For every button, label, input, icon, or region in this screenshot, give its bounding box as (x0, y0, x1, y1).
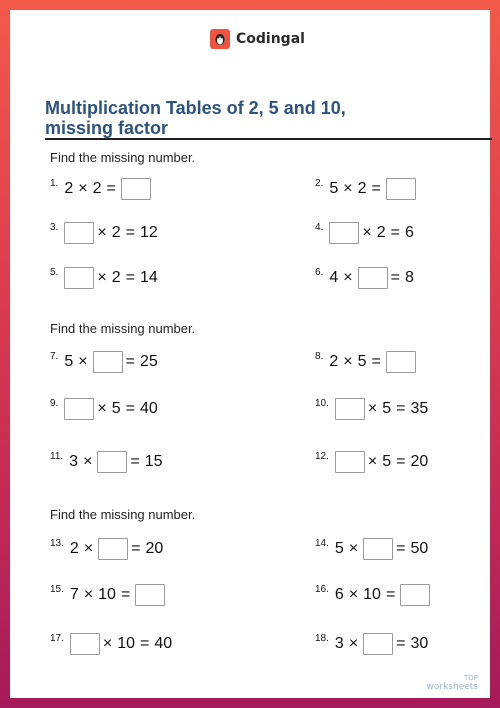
problem-item (315, 583, 433, 607)
problem-item (50, 397, 163, 421)
problem-item (50, 450, 168, 474)
problem-item (50, 177, 154, 201)
problem-term: × (343, 180, 353, 197)
answer-box[interactable] (400, 584, 430, 606)
problem-number: 10. (315, 398, 329, 409)
title-line-1: Multiplication Tables of 2, 5 and 10, (45, 98, 346, 118)
problem-term: × (348, 540, 359, 557)
problem-number: 13. (50, 538, 64, 549)
answer-box[interactable] (335, 398, 365, 420)
problem-term: 5 (382, 400, 392, 417)
problem-term: 15 (144, 453, 163, 470)
problem-number: 4. (315, 222, 324, 233)
problem-term: = (385, 586, 396, 603)
problem-term: × (102, 635, 113, 652)
problem-term: 20 (145, 540, 164, 557)
problem-term: × (83, 540, 94, 557)
problem-term: = (396, 400, 406, 417)
problem-term: 10 (98, 586, 116, 603)
problem-item (315, 632, 433, 656)
problem-number: 12. (315, 451, 329, 462)
answer-box[interactable] (97, 451, 127, 473)
section-instruction: Find the missing number. (50, 150, 196, 165)
brand-name: Codingal (236, 31, 305, 47)
problem-item (315, 266, 419, 290)
title-line-2: missing factor (45, 118, 169, 138)
problem-term: × (343, 269, 353, 286)
answer-box[interactable] (363, 633, 393, 655)
problem-term: 10 (117, 635, 136, 652)
problem-term: = (125, 224, 135, 241)
problem-term: × (367, 400, 378, 417)
problem-term: = (106, 180, 116, 197)
problem-term: 2 (92, 180, 102, 197)
answer-box[interactable] (64, 267, 94, 289)
problem-item (315, 350, 419, 374)
problem-number: 7. (50, 351, 59, 362)
section-instruction: Find the missing number. (50, 321, 196, 336)
problem-item (315, 177, 419, 201)
problem-item (315, 450, 433, 474)
problem-number: 17. (50, 633, 64, 644)
problem-term: 2 (357, 180, 367, 197)
problem-item (50, 632, 177, 656)
problem-term: 35 (410, 400, 429, 417)
problem-term: 2 (111, 224, 121, 241)
problem-term: 12 (139, 224, 158, 241)
watermark-top: TOP (463, 674, 478, 682)
answer-box[interactable] (335, 451, 365, 473)
problem-term: × (78, 180, 88, 197)
problem-term: = (125, 353, 135, 370)
answer-box[interactable] (64, 398, 94, 420)
problem-term: 6 (334, 586, 344, 603)
problem-term: = (125, 269, 135, 286)
topworksheets-watermark (427, 674, 478, 692)
problem-item (315, 397, 433, 421)
problem-term: × (367, 453, 378, 470)
problem-item (50, 350, 163, 374)
problem-item (50, 583, 168, 607)
problem-term: = (131, 540, 141, 557)
problem-term: = (390, 269, 400, 286)
problem-term: 20 (410, 453, 429, 470)
problem-term: 5 (382, 453, 392, 470)
answer-box[interactable] (98, 538, 128, 560)
problem-term: × (343, 353, 353, 370)
problem-term: = (396, 635, 406, 652)
problem-term: × (97, 269, 107, 286)
problem-term: = (396, 540, 406, 557)
problem-term: × (97, 400, 107, 417)
problem-term: 5 (334, 540, 344, 557)
problem-item (50, 537, 168, 561)
problem-number: 16. (315, 584, 329, 595)
problem-term: = (390, 224, 400, 241)
problem-term: 4 (329, 269, 339, 286)
problem-term: 14 (139, 269, 158, 286)
problem-term: 25 (139, 353, 158, 370)
problem-term: 5 (64, 353, 74, 370)
problem-term: = (371, 353, 381, 370)
title-divider (45, 138, 492, 140)
problem-term: = (396, 453, 406, 470)
problem-number: 5. (50, 267, 59, 278)
problem-term: 6 (404, 224, 414, 241)
problem-term: 2 (69, 540, 79, 557)
problem-term: 40 (154, 635, 173, 652)
answer-box[interactable] (135, 584, 165, 606)
problem-number: 6. (315, 267, 324, 278)
problem-term: 5 (357, 353, 367, 370)
answer-box[interactable] (64, 222, 94, 244)
problem-term: × (348, 586, 359, 603)
problem-number: 18. (315, 633, 329, 644)
problem-term: × (83, 586, 94, 603)
problem-number: 1. (50, 178, 59, 189)
problem-number: 11. (50, 451, 64, 462)
problem-term: 3 (69, 453, 79, 470)
penguin-icon (210, 29, 230, 49)
problem-term: = (130, 453, 140, 470)
problem-term: = (140, 635, 150, 652)
problem-term: 50 (410, 540, 429, 557)
problem-term: = (371, 180, 381, 197)
problem-term: 10 (363, 586, 381, 603)
problem-term: 8 (404, 269, 414, 286)
problem-number: 14. (315, 538, 329, 549)
problem-term: × (83, 453, 93, 470)
page-title (45, 98, 465, 138)
problem-term: 5 (111, 400, 121, 417)
problem-number: 3. (50, 222, 59, 233)
problem-term: 40 (139, 400, 158, 417)
problem-number: 2. (315, 178, 324, 189)
problem-number: 8. (315, 351, 324, 362)
problem-term: × (362, 224, 372, 241)
answer-box[interactable] (70, 633, 100, 655)
problem-term: × (78, 353, 88, 370)
problem-term: 3 (334, 635, 344, 652)
section-instruction: Find the missing number. (50, 507, 196, 522)
problem-term: 30 (410, 635, 429, 652)
problem-item (315, 537, 433, 561)
problem-term: 7 (69, 586, 79, 603)
answer-box[interactable] (386, 351, 416, 373)
watermark-worksheets: worksheets (426, 682, 478, 692)
problem-term: 2 (376, 224, 386, 241)
problem-item (50, 221, 163, 245)
answer-box[interactable] (121, 178, 151, 200)
worksheet-page (10, 10, 490, 698)
problem-term: × (97, 224, 107, 241)
answer-box[interactable] (329, 222, 359, 244)
problem-number: 15. (50, 584, 64, 595)
problem-item (315, 221, 419, 245)
problem-number: 9. (50, 398, 59, 409)
problem-term: 5 (329, 180, 339, 197)
answer-box[interactable] (363, 538, 393, 560)
problem-term: 2 (111, 269, 121, 286)
problem-term: 2 (329, 353, 339, 370)
answer-box[interactable] (93, 351, 123, 373)
problem-term: = (125, 400, 135, 417)
problem-term: = (120, 586, 131, 603)
problem-term: × (348, 635, 359, 652)
problem-term: 2 (64, 180, 74, 197)
answer-box[interactable] (386, 178, 416, 200)
answer-box[interactable] (358, 267, 388, 289)
problem-item (50, 266, 163, 290)
brand-header (210, 28, 305, 50)
